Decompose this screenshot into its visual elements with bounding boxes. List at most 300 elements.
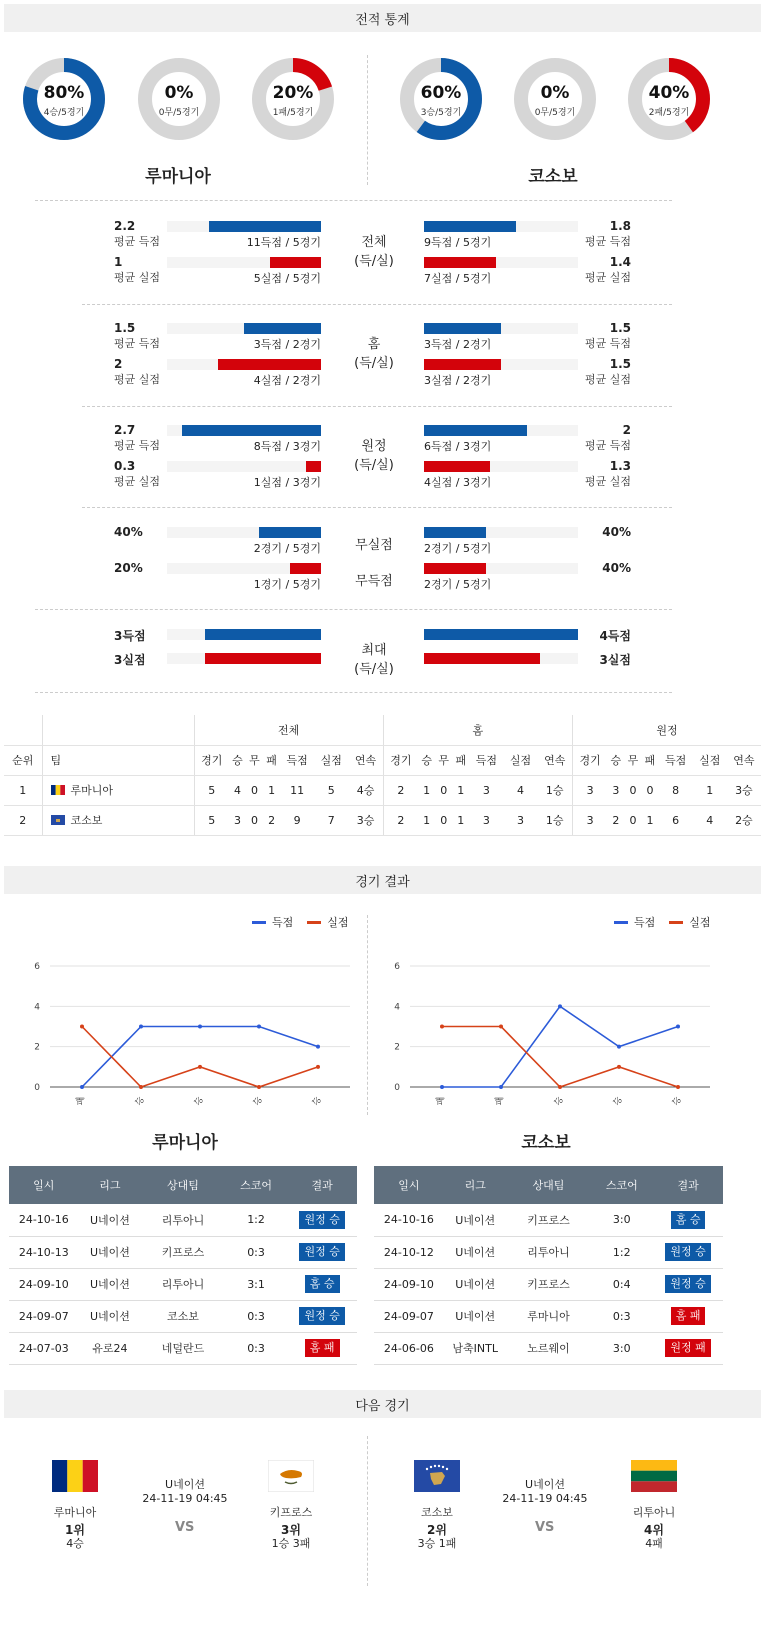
standings-cell: 4승 [348, 775, 383, 805]
chart-x-tick: 패 [436, 1096, 447, 1106]
win-rate-donut [137, 57, 221, 141]
standings-group-home: 홈 [383, 715, 572, 745]
right-stat-bar [424, 257, 496, 268]
results-header: 리그 [444, 1166, 507, 1204]
standings-cell: 1 [418, 805, 435, 835]
results-opp: 리투아니 [141, 1268, 225, 1300]
standings-col-header: 경기 [194, 745, 229, 775]
right-stat-value: 1.4 [609, 255, 631, 269]
right-stat-bar [424, 425, 527, 436]
standings-cell: 3 [229, 805, 246, 835]
win-rate-donut [399, 57, 483, 141]
results-league: U네이션 [79, 1268, 142, 1300]
next-left-league: U네이션 [165, 1478, 205, 1491]
next-right-rank2: 4위 [644, 1523, 664, 1537]
standings-col-header: 패 [263, 745, 280, 775]
chart-point [617, 1045, 621, 1049]
results-row [374, 1300, 723, 1332]
standings-col-header: 경기 [383, 745, 418, 775]
left-stat-count: 8득점 / 3경기 [253, 440, 321, 453]
results-opp: 노르웨이 [507, 1332, 591, 1364]
standings-cell: 2 [263, 805, 280, 835]
left-stat-bar [244, 323, 321, 334]
results-date: 24-09-10 [374, 1268, 444, 1300]
standings-col-header: 연속 [348, 745, 383, 775]
standings-team-name: 루마니아 [70, 784, 114, 797]
right-stat-bar [424, 629, 578, 640]
chart-series-line-conceded [442, 1027, 678, 1088]
chart-point [558, 1004, 562, 1008]
results-league: U네이션 [444, 1204, 507, 1236]
result-badge: 홈 승 [671, 1211, 706, 1229]
chart-x-tick: 승 [135, 1096, 146, 1106]
chart-legend-away: 득점 실점 [614, 914, 711, 930]
right-stat-bar [424, 653, 540, 664]
standings-cell: 4 [503, 775, 537, 805]
right-stat-bar [424, 323, 501, 334]
home-results-title: 루마니아 [152, 1133, 218, 1153]
results-opp: 네덜란드 [141, 1332, 225, 1364]
home-results-chart [20, 950, 360, 1110]
win-rate-donut [627, 57, 711, 141]
results-league: U네이션 [444, 1300, 507, 1332]
left-stat-value: 2.7 [114, 423, 136, 437]
results-date: 24-09-07 [9, 1300, 79, 1332]
chart-point [198, 1065, 202, 1069]
stat-category: 무득점 [355, 574, 393, 589]
standings-cell: 1 [418, 775, 435, 805]
standings-cell: 4 [693, 805, 727, 835]
right-stat-bar [424, 359, 501, 370]
next-left-rank1: 1위 [65, 1523, 85, 1537]
chart-y-tick: 0 [394, 1083, 400, 1093]
left-stat-value: 40% [114, 525, 143, 539]
results-league: U네이션 [79, 1236, 142, 1268]
left-stat-bar [182, 425, 321, 436]
win-rate-donut [22, 57, 106, 141]
chart-point [316, 1065, 320, 1069]
right-stat-label: 평균 득점 [584, 235, 631, 248]
results-opp: 코소보 [141, 1300, 225, 1332]
donut-record: 3승/5경기 [420, 108, 462, 118]
result-badge: 원정 패 [665, 1339, 710, 1357]
standings-cell: 1승 [538, 805, 573, 835]
chart-y-tick: 4 [34, 1002, 40, 1013]
results-score: 3:0 [590, 1332, 653, 1364]
chart-series-line-conceded [82, 1027, 318, 1088]
results-header: 스코어 [590, 1166, 653, 1204]
chart-y-tick: 2 [34, 1042, 40, 1053]
away-team-title: 코소보 [528, 167, 578, 187]
results-header: 결과 [287, 1166, 357, 1204]
standings-col-header: 승 [607, 745, 624, 775]
standings-cell: 4 [229, 775, 246, 805]
standings-cell: 1 [452, 775, 469, 805]
standings-cell: 3승 [727, 775, 761, 805]
legend-scored-swatch [252, 921, 266, 924]
right-stat-count: 2경기 / 5경기 [424, 542, 492, 555]
chart-point [617, 1065, 621, 1069]
chart-x-tick: 승 [194, 1096, 205, 1106]
standings-cell: 1 [641, 805, 658, 835]
result-badge: 원정 승 [299, 1307, 344, 1325]
left-stat-count: 5실점 / 5경기 [253, 272, 321, 285]
standings-cell: 8 [659, 775, 693, 805]
left-stat-label: 평균 득점 [114, 337, 161, 350]
donut-percent: 0% [164, 83, 194, 103]
right-stat-bar [424, 563, 486, 574]
standings-cell: 0 [246, 775, 263, 805]
chart-point [676, 1085, 680, 1089]
stat-divider [82, 507, 672, 508]
chart-y-tick: 6 [394, 962, 400, 972]
results-league: U네이션 [444, 1268, 507, 1300]
stat-category: 홈 [367, 337, 381, 352]
chart-point [316, 1045, 320, 1049]
left-stat-value: 3득점 [114, 629, 146, 643]
standings-team-header: 팀 [42, 745, 194, 775]
left-stat-bar [209, 221, 321, 232]
standings-col-header: 실점 [693, 745, 727, 775]
right-stat-value: 1.3 [609, 459, 631, 473]
standings-group-away: 원정 [572, 715, 761, 745]
legend-conceded-swatch [307, 921, 321, 924]
standings-col-header: 승 [418, 745, 435, 775]
right-stat-count: 7실점 / 5경기 [424, 272, 492, 285]
stat-category-sub: (득/실) [354, 356, 394, 371]
standings-team [42, 805, 194, 835]
results-row [374, 1204, 723, 1236]
donut-record: 4승/5경기 [43, 108, 85, 118]
standings-col-header: 패 [452, 745, 469, 775]
standings-cell: 9 [280, 805, 314, 835]
chart-point [139, 1085, 143, 1089]
chart-x-tick: 패 [495, 1096, 506, 1106]
results-opp: 키프로스 [507, 1268, 591, 1300]
left-stat-count: 2경기 / 5경기 [253, 542, 321, 555]
next-right-rank1: 2위 [427, 1523, 447, 1537]
standings-cell: 6 [659, 805, 693, 835]
stat-divider [35, 609, 672, 610]
lithuania-flag-icon [631, 1460, 677, 1492]
next-left-rank2: 3위 [281, 1523, 301, 1537]
standings-cell: 0 [246, 805, 263, 835]
results-row [9, 1268, 357, 1300]
section-header-stats: 전적 통계 [4, 4, 761, 32]
away-results-chart [380, 950, 720, 1110]
standings-cell: 2 [607, 805, 624, 835]
next-right-league: U네이션 [525, 1478, 565, 1491]
right-stat-label: 평균 실점 [584, 475, 631, 488]
right-stat-count: 3득점 / 2경기 [424, 338, 492, 351]
stat-category-sub: (득/실) [354, 458, 394, 473]
standings-team [42, 775, 194, 805]
results-date: 24-10-16 [374, 1204, 444, 1236]
standings-cell: 0 [624, 805, 641, 835]
romania-flag-icon [51, 785, 65, 798]
left-stat-count: 4실점 / 2경기 [253, 374, 321, 387]
results-row [9, 1236, 357, 1268]
left-stat-bar [218, 359, 321, 370]
chart-x-tick: 승 [554, 1096, 565, 1106]
right-stat-value: 4득점 [599, 629, 631, 643]
home-results-table [9, 1166, 357, 1365]
right-stat-count: 3실점 / 2경기 [424, 374, 492, 387]
right-stat-label: 평균 득점 [584, 337, 631, 350]
standings-rank: 1 [4, 775, 42, 805]
left-stat-count: 3득점 / 2경기 [253, 338, 321, 351]
left-bar-track [167, 461, 321, 472]
standings-cell: 11 [280, 775, 314, 805]
left-stat-label: 평균 실점 [114, 475, 161, 488]
standings-cell: 3 [503, 805, 537, 835]
right-stat-value: 2 [622, 423, 631, 437]
results-header: 일시 [9, 1166, 79, 1204]
standings-col-header: 득점 [659, 745, 693, 775]
chart-point [440, 1085, 444, 1089]
right-stat-label: 평균 실점 [584, 373, 631, 386]
results-row [9, 1204, 357, 1236]
standings-cell: 2 [383, 775, 418, 805]
results-score: 0:3 [225, 1236, 288, 1268]
standings-cell: 1승 [538, 775, 573, 805]
standings-cell: 3승 [348, 805, 383, 835]
chart-x-tick: 승 [253, 1096, 264, 1106]
chart-x-tick: 패 [76, 1096, 87, 1106]
results-date: 24-10-16 [9, 1204, 79, 1236]
stat-category: 최대 [361, 643, 387, 658]
standings-col-header: 무 [624, 745, 641, 775]
kosovo-flag-icon [414, 1460, 460, 1492]
donut-percent: 40% [648, 83, 690, 103]
results-score: 3:0 [590, 1204, 653, 1236]
standings-cell: 0 [624, 775, 641, 805]
standings-col-header: 경기 [572, 745, 607, 775]
results-score: 0:3 [225, 1332, 288, 1364]
cyprus-flag-icon [268, 1460, 314, 1492]
left-stat-bar [290, 563, 321, 574]
donut-percent: 0% [540, 83, 570, 103]
donut-percent: 80% [43, 83, 85, 103]
stat-divider [82, 304, 672, 305]
standings-cell: 0 [435, 805, 452, 835]
standings-cell: 0 [435, 775, 452, 805]
right-stat-bar [424, 221, 516, 232]
left-stat-value: 20% [114, 561, 143, 575]
chart-y-tick: 6 [34, 962, 40, 972]
stat-divider [35, 200, 672, 201]
results-header: 일시 [374, 1166, 444, 1204]
standings-cell: 3 [607, 775, 624, 805]
results-date: 24-06-06 [374, 1332, 444, 1364]
donut-record: 0무/5경기 [534, 108, 576, 118]
result-badge: 원정 승 [665, 1275, 710, 1293]
right-stat-count: 6득점 / 3경기 [424, 440, 492, 453]
chart-x-tick: 승 [672, 1096, 683, 1106]
chart-y-tick: 2 [394, 1042, 400, 1053]
donut-record: 0무/5경기 [158, 108, 200, 118]
next-divider [367, 1436, 368, 1586]
results-row [374, 1236, 723, 1268]
win-rate-donut [513, 57, 597, 141]
left-stat-value: 1 [114, 255, 123, 269]
results-row [374, 1268, 723, 1300]
results-score: 0:3 [590, 1300, 653, 1332]
left-stat-value: 2.2 [114, 219, 136, 233]
results-header: 상대팀 [507, 1166, 591, 1204]
chart-point [499, 1085, 503, 1089]
standings-rank-header: 순위 [4, 745, 42, 775]
chart-x-tick: 승 [613, 1096, 624, 1106]
chart-divider [367, 915, 368, 1115]
chart-point [80, 1025, 84, 1029]
left-stat-count: 1실점 / 3경기 [253, 476, 321, 489]
stat-category: 전체 [361, 235, 387, 250]
stat-category: 무실점 [355, 538, 393, 553]
section-header-next: 다음 경기 [4, 1390, 761, 1418]
left-stat-label: 평균 실점 [114, 373, 161, 386]
standings-rank: 2 [4, 805, 42, 835]
left-stat-label: 평균 득점 [114, 235, 161, 248]
results-league: U네이션 [444, 1236, 507, 1268]
next-left-team1: 루마니아 [53, 1506, 97, 1519]
chart-point [499, 1025, 503, 1029]
chart-point [676, 1025, 680, 1029]
right-stat-value: 40% [602, 525, 631, 539]
left-stat-bar [306, 461, 321, 472]
next-right-team2: 리투아니 [632, 1506, 676, 1519]
results-header: 상대팀 [141, 1166, 225, 1204]
right-stat-count: 9득점 / 5경기 [424, 236, 492, 249]
result-badge: 원정 승 [665, 1243, 710, 1261]
away-results-title: 코소보 [521, 1133, 571, 1153]
standings-col-header: 득점 [469, 745, 503, 775]
results-date: 24-10-13 [9, 1236, 79, 1268]
chart-series-line-scored [82, 1027, 318, 1088]
chart-point [139, 1025, 143, 1029]
next-right-team1: 코소보 [421, 1506, 453, 1519]
standings-col-header: 연속 [538, 745, 573, 775]
standings-cell: 3 [572, 805, 607, 835]
stat-category-sub: (득/실) [354, 662, 394, 677]
standings-cell: 2 [383, 805, 418, 835]
right-stat-bar [424, 461, 490, 472]
left-stat-bar [205, 653, 321, 664]
chart-point [198, 1025, 202, 1029]
standings-cell: 0 [641, 775, 658, 805]
chart-point [257, 1025, 261, 1029]
section-header-results: 경기 결과 [4, 866, 761, 894]
results-opp: 키프로스 [507, 1204, 591, 1236]
standings-col-header: 무 [246, 745, 263, 775]
next-left-team2: 키프로스 [269, 1506, 313, 1519]
results-league: U네이션 [79, 1300, 142, 1332]
standings-col-header: 무 [435, 745, 452, 775]
right-stat-bar [424, 527, 486, 538]
left-stat-label: 평균 득점 [114, 439, 161, 452]
standings-cell: 5 [194, 775, 229, 805]
results-score: 1:2 [590, 1236, 653, 1268]
results-score: 3:1 [225, 1268, 288, 1300]
standings-table [4, 715, 761, 836]
result-badge: 홈 패 [671, 1307, 706, 1325]
next-right-vs: VS [535, 1520, 555, 1535]
stat-category: 원정 [361, 439, 387, 454]
next-left-rec2: 1승 3패 [271, 1537, 311, 1550]
donut-record: 2패/5경기 [648, 108, 690, 118]
results-league: 남축INTL [444, 1332, 507, 1364]
results-score: 1:2 [225, 1204, 288, 1236]
result-badge: 홈 패 [305, 1339, 340, 1357]
right-stat-value: 40% [602, 561, 631, 575]
standings-cell: 1 [693, 775, 727, 805]
left-stat-value: 0.3 [114, 459, 136, 473]
chart-point [80, 1085, 84, 1089]
standings-col-header: 실점 [503, 745, 537, 775]
left-stat-value: 2 [114, 357, 123, 371]
right-stat-count: 2경기 / 5경기 [424, 578, 492, 591]
results-league: U네이션 [79, 1204, 142, 1236]
stat-divider [82, 406, 672, 407]
next-left-time: 24-11-19 04:45 [142, 1492, 228, 1505]
right-stat-value: 1.5 [609, 357, 631, 371]
away-results-table [374, 1166, 723, 1365]
win-rate-donut [251, 57, 335, 141]
standings-cell: 1 [452, 805, 469, 835]
chart-point [257, 1085, 261, 1089]
standings-col-header: 승 [229, 745, 246, 775]
results-header: 결과 [653, 1166, 723, 1204]
results-opp: 리투아니 [141, 1204, 225, 1236]
results-row [374, 1332, 723, 1364]
left-stat-label: 평균 실점 [114, 271, 161, 284]
right-stat-value: 1.5 [609, 321, 631, 335]
legend-scored-swatch [614, 921, 628, 924]
results-score: 0:3 [225, 1300, 288, 1332]
result-badge: 홈 승 [305, 1275, 340, 1293]
results-opp: 루마니아 [507, 1300, 591, 1332]
standings-cell: 2승 [727, 805, 761, 835]
result-badge: 원정 승 [299, 1211, 344, 1229]
results-row [9, 1332, 357, 1364]
next-right-rec2: 4패 [645, 1537, 663, 1550]
left-stat-value: 3실점 [114, 653, 146, 667]
left-stat-bar [259, 527, 321, 538]
standings-cell: 3 [469, 805, 503, 835]
home-team-title: 루마니아 [145, 167, 211, 187]
donut-percent: 20% [272, 83, 314, 103]
chart-point [440, 1025, 444, 1029]
results-opp: 키프로스 [141, 1236, 225, 1268]
chart-point [558, 1085, 562, 1089]
standings-cell: 1 [263, 775, 280, 805]
donut-percent: 60% [420, 83, 462, 103]
donut-record: 1패/5경기 [272, 108, 314, 118]
results-date: 24-07-03 [9, 1332, 79, 1364]
standings-cell: 7 [314, 805, 348, 835]
next-right-time: 24-11-19 04:45 [502, 1492, 588, 1505]
standings-col-header: 실점 [314, 745, 348, 775]
right-stat-value: 1.8 [609, 219, 631, 233]
result-badge: 원정 승 [299, 1243, 344, 1261]
standings-col-header: 득점 [280, 745, 314, 775]
right-stat-value: 3실점 [599, 653, 631, 667]
stat-category-sub: (득/실) [354, 254, 394, 269]
chart-y-tick: 4 [394, 1002, 400, 1013]
standings-cell: 3 [572, 775, 607, 805]
results-header: 스코어 [225, 1166, 288, 1204]
left-stat-count: 11득점 / 5경기 [246, 236, 321, 249]
